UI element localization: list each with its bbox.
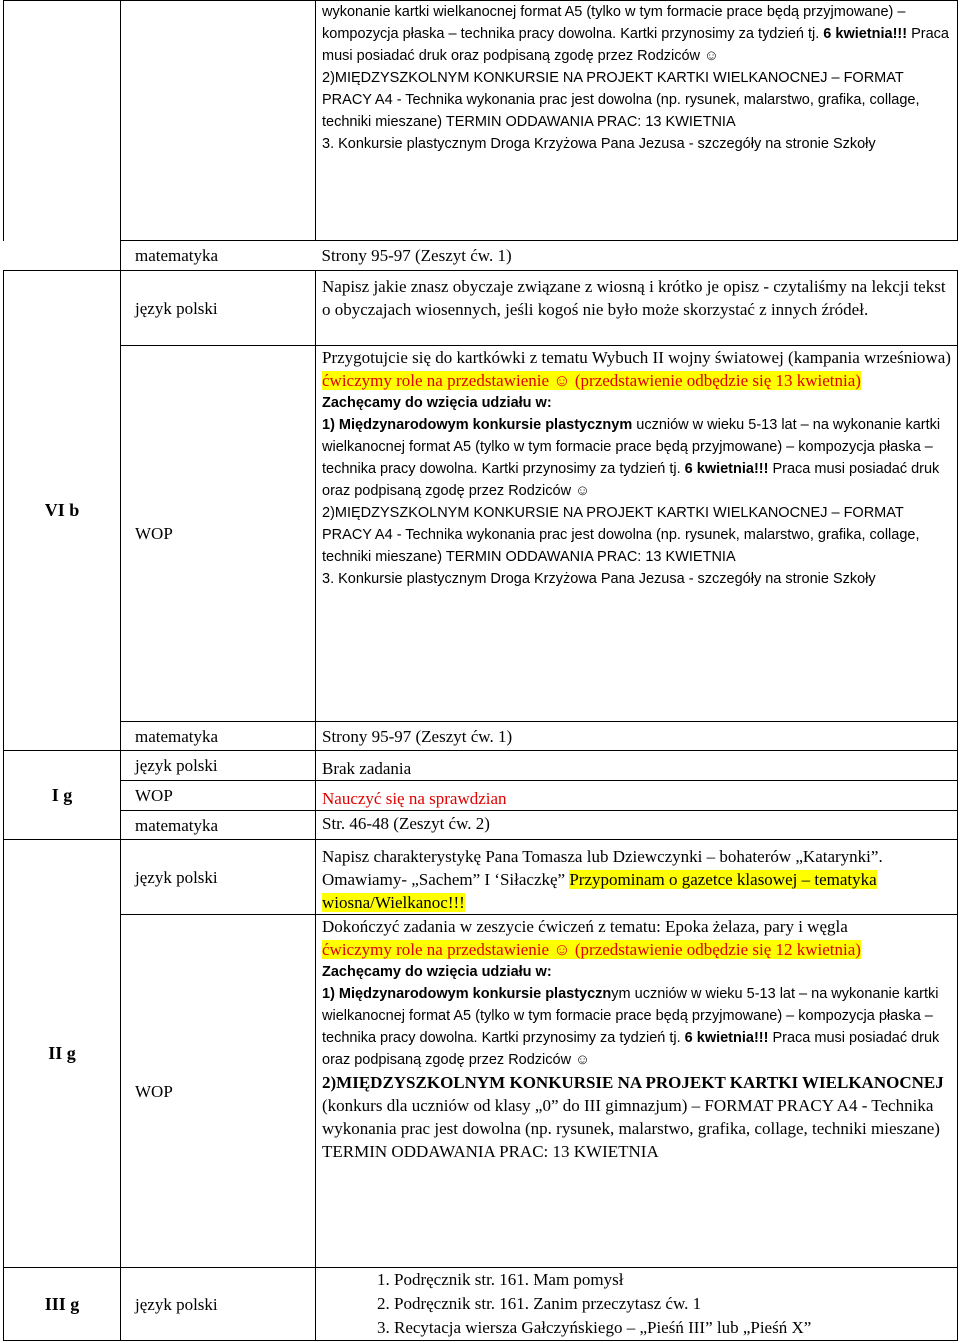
task-wop-text: Dokończyć zadania w zeszycie ćwiczeń z tematu: Epoka żelaza, pary i węgla [322, 917, 848, 936]
table-row [4, 811, 958, 840]
task-polski [316, 1268, 958, 1341]
list-item: 3. Recytacja wiersza Gałczyńskiego – „Pieśń III” lub „Pieśń X” [394, 1316, 957, 1340]
task-polski-text: Napisz jakie znasz obyczaje związane z wiosną i krótko je opisz - czytaliśmy na lekcji tekst o obyczajach wiosennych, jeśli kogoś nie było może skorzystać z innych źródeł. [322, 277, 946, 319]
task-math: Strony 95-97 (Zeszyt ćw. 1) [321, 246, 512, 265]
contest1-title: 1) Międzynarodowym konkursie plastyczn [322, 986, 612, 1002]
contest1-date: 6 kwietnia!!! [684, 461, 769, 477]
task-polski-text: Napisz charakterystykę Pana Tomasza lub Dziewczynki – bohaterów „Katarynki”. Omawiamy- „Sachem” I ‘Siłaczkę” [322, 847, 883, 889]
subject-wop: WOP [121, 781, 316, 811]
subject-wop: WOP [121, 915, 316, 1268]
task-wop [316, 346, 958, 722]
class-label-ig: I g [4, 751, 121, 840]
contest1-title: 1) Międzynarodowym konkursie plastycznym [322, 417, 633, 433]
subject-math: matematyka [121, 811, 316, 840]
contest3-text: 3. Konkursie plastycznym Droga Krzyżowa Pana Jezusa - szczegóły na stronie Szkoły [322, 136, 876, 152]
contest1-date: 6 kwietnia!!! [684, 1030, 769, 1046]
contest2-text: 2)MIĘDZYSZKOLNYM KONKURSIE NA PROJEKT KARTKI WIELKANOCNEJ – FORMAT PRACY A4 - Technika wykonania prac jest dowolna (np. rysunek, malarstwo, grafika, collage, techniki mieszane) TERMIN ODDAWANIA PRAC: 13 KWIETNIA [322, 70, 920, 130]
table-row [4, 1268, 958, 1341]
table-row [4, 346, 958, 722]
homework-table [3, 0, 958, 1341]
subject-polski: język polski [121, 271, 316, 346]
task-wop [316, 915, 958, 1268]
contest3-text: 3. Konkursie plastycznym Droga Krzyżowa Pana Jezusa - szczegóły na stronie Szkoły [322, 571, 876, 587]
newspaper-reminder: Przypominam o gazetce klasowej – tematyka wiosna/Wielkanoc!!! [322, 870, 877, 912]
contest2-title: 2)MIĘDZYSZKOLNYM KONKURSIE NA PROJEKT KARTKI WIELKANOCNEJ [322, 1073, 944, 1092]
contest1-text: uczniów w wieku 5-13 lat – na wykonanie kartki wielkanocnej format A5 (tylko w tym formacie prace będą przyjmowane) – kompozycja płaska – technika pracy dowolna. Kartki przynosimy za tydzień tj. [322, 417, 941, 477]
table-row [4, 915, 958, 1268]
contest1-text: ym uczniów w wieku 5-13 lat – na wykonanie kartki wielkanocnej format A5 (tylko w tym formacie prace będą przyjmowane) – kompozycja płaska – technika pracy dowolna. Kartki przynosimy za tydzień tj. [322, 986, 939, 1046]
subject-polski: język polski [121, 840, 316, 915]
list-item: 2. Podręcznik str. 161. Zanim przeczytasz ćw. 1 [394, 1292, 957, 1316]
class-cell-empty [4, 241, 121, 271]
table-row [4, 271, 958, 346]
table-row [4, 781, 958, 811]
table-row [4, 751, 958, 781]
contest1-end: Praca musi posiadać druk oraz podpisaną zgodę przez Rodziców ☺ [322, 1030, 940, 1068]
table-row [4, 840, 958, 915]
table-row [4, 722, 958, 751]
task-polski: Brak zadania [316, 751, 958, 781]
contest2-text: 2)MIĘDZYSZKOLNYM KONKURSIE NA PROJEKT KARTKI WIELKANOCNEJ – FORMAT PRACY A4 - Technika wykonania prac jest dowolna (np. rysunek, malarstwo, grafika, collage, techniki mieszane) TERMIN ODDAWANIA PRAC: 13 KWIETNIA [322, 505, 920, 565]
task-wop: Nauczyć się na sprawdzian [316, 781, 958, 811]
subject-polski: język polski [121, 1268, 316, 1341]
contest1-text: wykonanie kartki wielkanocnej format A5 (tylko w tym formacie prace będą przyjmowane) – kompozycja płaska – technika pracy dowolna. Kartki przynosimy za tydzień tj. [322, 4, 906, 42]
task-polski [316, 271, 958, 346]
class-label-iiig: III g [4, 1268, 121, 1341]
task-math: Strony 95-97 (Zeszyt ćw. 1) [316, 722, 958, 751]
task-list [322, 1268, 957, 1340]
encourage-heading: Zachęcamy do wzięcia udziału w: [322, 395, 552, 411]
contest1-end: Praca musi posiadać druk oraz podpisaną zgodę przez Rodziców ☺ [322, 26, 949, 64]
rehearsal-note: ćwiczymy role na przedstawienie ☺ (przedstawienie odbędzie się 12 kwietnia) [322, 940, 861, 959]
contest1-end: Praca musi posiadać druk oraz podpisaną zgodę przez Rodziców ☺ [322, 461, 940, 499]
contest2-text: (konkurs dla uczniów od klasy „0” do III gimnazjum) – FORMAT PRACY A4 - Technika wykonania prac jest dowolna (np. rysunek, malarstwo, grafika, collage, techniki mieszane) TERMIN ODDAWANIA PRAC: 13 KWIETNIA [322, 1096, 940, 1161]
subject-wop: WOP [121, 346, 316, 722]
class-cell-empty [4, 1, 121, 241]
subject-math: matematyka [135, 246, 219, 265]
encourage-heading: Zachęcamy do wzięcia udziału w: [322, 964, 552, 980]
subject-cell-empty [121, 1, 316, 241]
contest-info-top [316, 1, 958, 241]
class-label-iig: II g [4, 840, 121, 1268]
list-item: 1. Podręcznik str. 161. Mam pomysł [394, 1268, 957, 1292]
subject-polski: język polski [121, 751, 316, 781]
contest1-date: 6 kwietnia!!! [823, 26, 908, 42]
task-wop-text: Przygotujcie się do kartkówki z tematu Wybuch II wojny światowej (kampania wrześniowa) [322, 348, 951, 367]
table-row [4, 241, 958, 271]
task-polski [316, 840, 958, 915]
table-row [4, 1, 958, 241]
class-label-vib: VI b [4, 271, 121, 751]
subject-math: matematyka [121, 722, 316, 751]
task-math: Str. 46-48 (Zeszyt ćw. 2) [316, 811, 958, 840]
rehearsal-note: ćwiczymy role na przedstawienie ☺ (przedstawienie odbędzie się 13 kwietnia) [322, 371, 861, 390]
